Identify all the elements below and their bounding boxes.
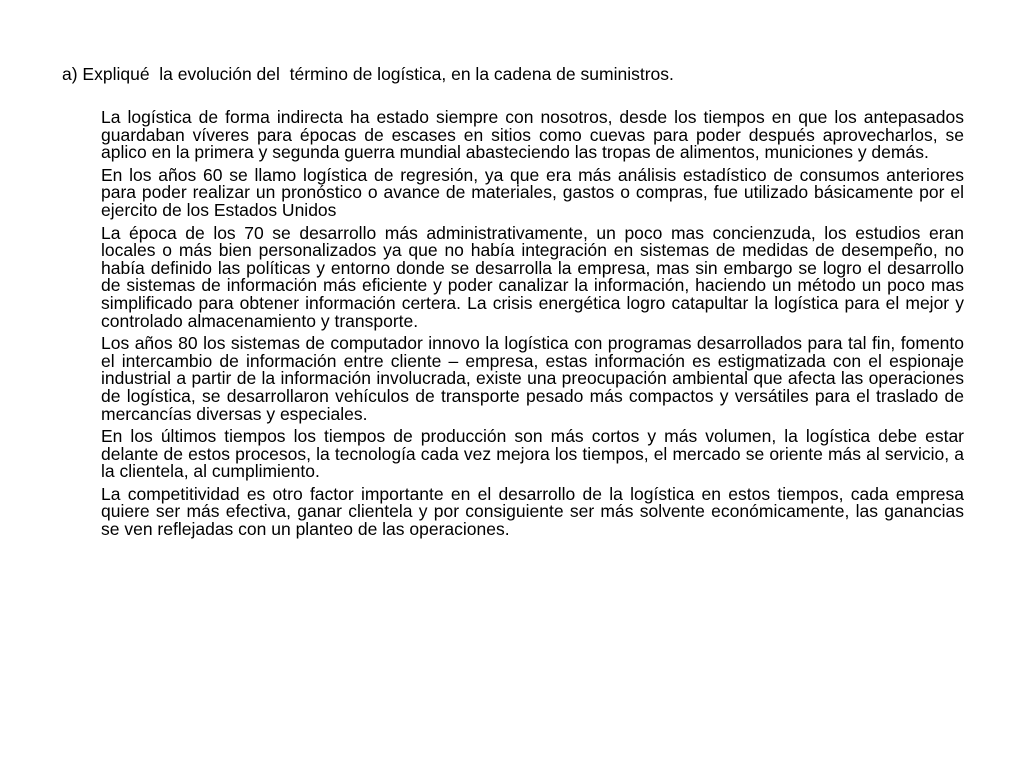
- answer-body: [101, 109, 964, 544]
- paragraph-recent-times: En los últimos tiempos los tiempos de producción son más cortos y más volumen, la logística debe estar delante de estos procesos, la tecnología cada vez mejora los tiempos, el mercado se oriente más al servicio, a la clientela, al cumplimiento.: [101, 426, 964, 482]
- paragraph-60s: En los años 60 se llamo logística de regresión, ya que era más análisis estadístico de consumos anteriores para poder realizar un pronóstico o avance de materiales, gastos o compras, fue utilizado básicamente por el ejercito de los Estados Unidos: [101, 164, 964, 220]
- paragraph-origins: La logística de forma indirecta ha estado siempre con nosotros, desde los tiempos en que los antepasados guardaban víveres para épocas de escases en sitios como cuevas para poder después aprovecharlos, se aplico en la primera y segunda guerra mundial abasteciendo las tropas de alimentos, municiones y demás.: [101, 107, 964, 163]
- paragraph-80s: Los años 80 los sistemas de computador innovo la logística con programas desarrollados para tal fin, fomento el intercambio de información entre cliente – empresa, estas información es estigmatizada con el espionaje industrial a partir de la información involucrada, existe una preocupación ambiental que afecta las operaciones de logística, se desarrollaron vehículos de transporte pesado más compactos y versátiles para el traslado de mercancías diversas y especiales.: [101, 333, 964, 424]
- paragraph-70s: La época de los 70 se desarrollo más administrativamente, un poco mas concienzuda, los estudios eran locales o más bien personalizados ya que no había integración en sistemas de medidas de desempeño, no había definido las políticas y entorno donde se desarrolla la empresa, mas sin embargo se logro el desarrollo de sistemas de información más eficiente y poder canalizar la información, haciendo un método un poco mas simplificado para obtener información certera. La crisis energética logro catapultar la logística para el mejor y controlado almacenamiento y transporte.: [101, 222, 964, 331]
- paragraph-competitiveness: La competitividad es otro factor importante en el desarrollo de la logística en estos tiempos, cada empresa quiere ser más efectiva, ganar clientela y por consiguiente ser más solvente económicamente, las ganancias se ven reflejadas con un planteo de las operaciones.: [101, 483, 964, 540]
- question-heading: a) Expliqué la evolución del término de logística, en la cadena de suministros.: [62, 64, 674, 84]
